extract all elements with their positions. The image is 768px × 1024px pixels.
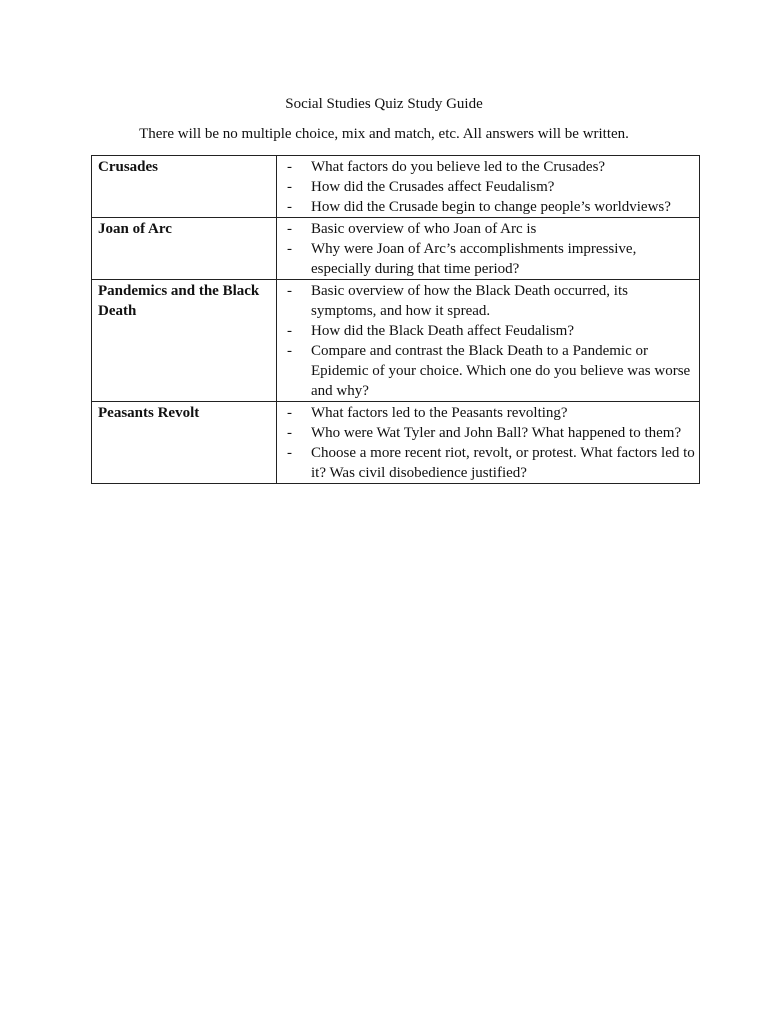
topic-cell: Pandemics and the Black Death	[92, 280, 277, 402]
list-item	[283, 341, 695, 401]
topic-cell: Crusades	[92, 156, 277, 218]
study-guide-table	[91, 155, 700, 484]
bullet-dash: -	[287, 343, 292, 359]
question-list	[283, 281, 695, 401]
table-row	[92, 280, 700, 402]
question-text: How did the Black Death affect Feudalism?	[311, 323, 574, 339]
bullet-dash: -	[287, 425, 292, 441]
table-row	[92, 218, 700, 280]
table-row	[92, 402, 700, 484]
list-item	[283, 321, 695, 341]
question-text: Why were Joan of Arc’s accomplishments impressive, especially during that time period?	[311, 241, 637, 277]
topic-cell: Joan of Arc	[92, 218, 277, 280]
table-row	[92, 156, 700, 218]
questions-cell	[277, 218, 700, 280]
list-item	[283, 219, 695, 239]
list-item	[283, 239, 695, 279]
bullet-dash: -	[287, 221, 292, 237]
question-list	[283, 403, 695, 483]
list-item	[283, 423, 695, 443]
list-item	[283, 281, 695, 321]
bullet-dash: -	[287, 159, 292, 175]
list-item	[283, 403, 695, 423]
list-item	[283, 443, 695, 483]
list-item	[283, 157, 695, 177]
page-subtitle: There will be no multiple choice, mix and match, etc. All answers will be written.	[139, 126, 629, 142]
page-title: Social Studies Quiz Study Guide	[285, 96, 483, 112]
questions-cell	[277, 280, 700, 402]
question-text: Basic overview of how the Black Death occurred, its symptoms, and how it spread.	[311, 283, 628, 319]
bullet-dash: -	[287, 199, 292, 215]
question-text: Compare and contrast the Black Death to a Pandemic or Epidemic of your choice. Which one do you believe was worse and why?	[311, 343, 691, 399]
bullet-dash: -	[287, 445, 292, 461]
question-text: What factors do you believe led to the Crusades?	[311, 159, 606, 175]
questions-cell	[277, 156, 700, 218]
question-text: Basic overview of who Joan of Arc is	[311, 221, 537, 237]
question-list	[283, 157, 695, 217]
bullet-dash: -	[287, 405, 292, 421]
question-text: Who were Wat Tyler and John Ball? What happened to them?	[311, 425, 682, 441]
question-text: How did the Crusades affect Feudalism?	[311, 179, 555, 195]
question-list	[283, 219, 695, 279]
bullet-dash: -	[287, 241, 292, 257]
list-item	[283, 197, 695, 217]
question-text: How did the Crusade begin to change people’s worldviews?	[311, 199, 671, 215]
bullet-dash: -	[287, 179, 292, 195]
list-item	[283, 177, 695, 197]
bullet-dash: -	[287, 283, 292, 299]
question-text: What factors led to the Peasants revolting?	[311, 405, 568, 421]
topic-cell: Peasants Revolt	[92, 402, 277, 484]
bullet-dash: -	[287, 323, 292, 339]
question-text: Choose a more recent riot, revolt, or protest. What factors led to it? Was civil disobedience justified?	[311, 445, 695, 481]
questions-cell	[277, 402, 700, 484]
